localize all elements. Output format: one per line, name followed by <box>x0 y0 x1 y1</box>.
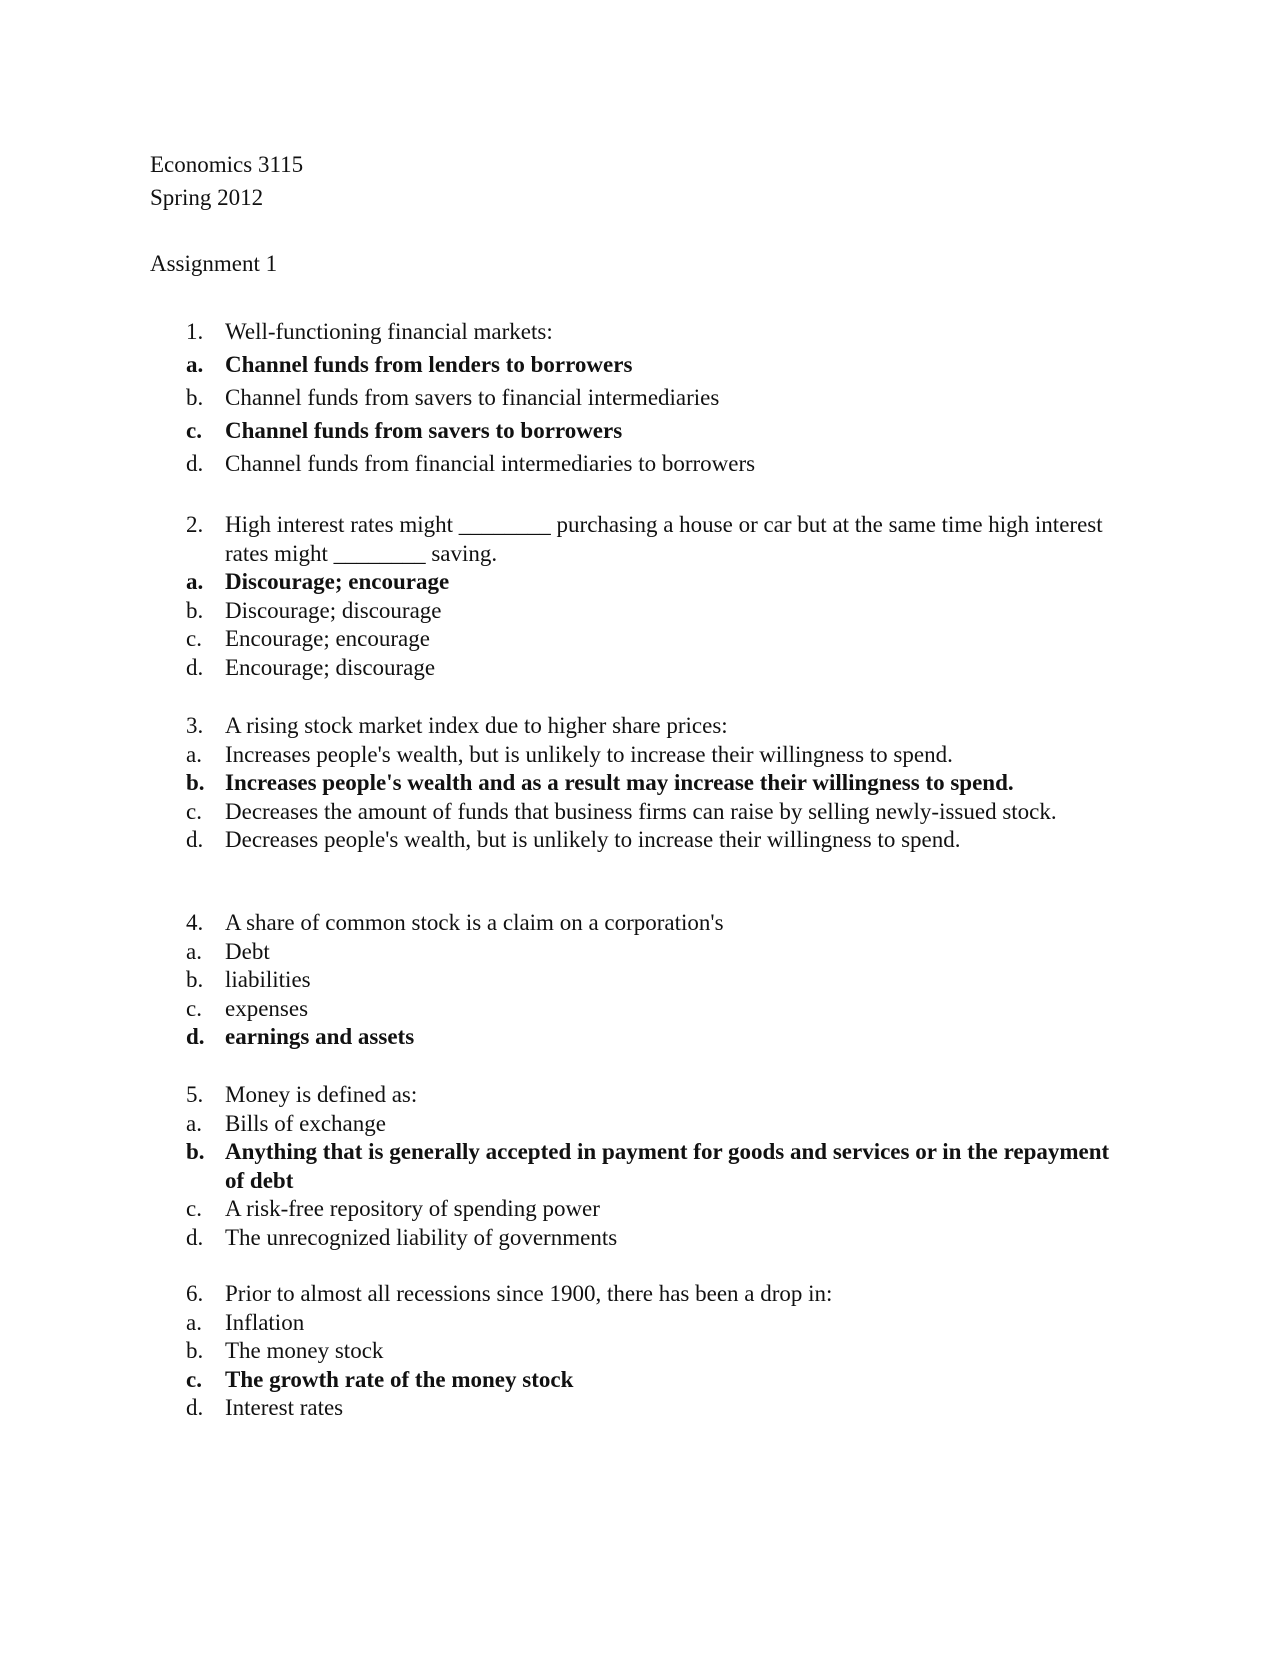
option-a <box>150 938 1110 967</box>
option-letter: a. <box>186 1309 202 1335</box>
option-letter: c. <box>186 1366 202 1392</box>
option-b <box>150 769 1110 798</box>
option-text: Interest rates <box>225 1395 344 1420</box>
option-b <box>150 1337 1110 1366</box>
option-letter: d. <box>186 1024 205 1049</box>
option-a <box>150 348 1110 381</box>
option-c <box>150 414 1110 447</box>
question-2 <box>150 511 1110 682</box>
option-letter: c. <box>186 418 202 443</box>
option-b <box>150 597 1110 626</box>
option-d <box>150 826 1110 855</box>
question-text: A share of common stock is a claim on a corporation's <box>225 910 724 935</box>
option-a <box>150 568 1110 597</box>
option-d <box>150 1224 1110 1253</box>
option-letter: b. <box>186 597 204 623</box>
question-text: Money is defined as: <box>225 1082 418 1107</box>
option-letter: d. <box>186 451 204 476</box>
question-number: 6. <box>186 1281 204 1306</box>
option-text: Anything that is generally accepted in payment for goods and services or in the repayment of debt <box>225 1139 1110 1193</box>
option-d <box>150 447 1110 480</box>
option-a <box>150 1110 1110 1139</box>
option-c <box>150 1366 1110 1395</box>
option-text: The money stock <box>225 1338 384 1363</box>
option-text: Discourage; discourage <box>225 597 442 623</box>
option-text: Debt <box>225 938 270 964</box>
option-text: Bills of exchange <box>225 1110 386 1136</box>
option-c <box>150 625 1110 654</box>
option-c <box>150 798 1110 827</box>
option-text: Increases people's wealth, but is unlikely to increase their willingness to spend. <box>225 741 953 767</box>
option-letter: b. <box>186 1338 204 1363</box>
option-letter: a. <box>186 741 202 767</box>
option-c <box>150 995 1110 1024</box>
option-c <box>150 1195 1110 1224</box>
option-text: Inflation <box>225 1309 305 1335</box>
option-letter: a. <box>186 352 204 377</box>
option-letter: a. <box>186 569 204 594</box>
option-text: earnings and assets <box>225 1024 415 1049</box>
question-stem <box>150 511 1110 568</box>
option-d <box>150 654 1110 683</box>
option-text: Discourage; encourage <box>225 569 450 594</box>
option-letter: a. <box>186 938 202 964</box>
question-number: 4. <box>186 910 204 935</box>
option-letter: c. <box>186 626 202 651</box>
question-text: Prior to almost all recessions since 1900, there has been a drop in: <box>225 1281 833 1306</box>
option-text: Decreases the amount of funds that business firms can raise by selling newly-issued stock. <box>225 798 1057 824</box>
option-text: Channel funds from savers to financial intermediaries <box>225 385 720 410</box>
option-letter: c. <box>186 1196 202 1221</box>
question-4 <box>150 909 1110 1052</box>
option-text: Encourage; encourage <box>225 626 430 651</box>
option-text: Channel funds from savers to borrowers <box>225 418 623 443</box>
question-number: 1. <box>186 319 204 344</box>
option-text: expenses <box>225 995 309 1021</box>
question-stem <box>150 1081 1110 1110</box>
option-text: The growth rate of the money stock <box>225 1366 574 1392</box>
option-letter: d. <box>186 827 204 852</box>
option-text: liabilities <box>225 967 311 992</box>
option-letter: b. <box>186 967 204 992</box>
option-text: Encourage; discourage <box>225 654 436 680</box>
option-a <box>150 741 1110 770</box>
question-3 <box>150 712 1110 855</box>
option-text: The unrecognized liability of governments <box>225 1224 618 1250</box>
option-letter: b. <box>186 1139 205 1164</box>
option-letter: c. <box>186 798 202 824</box>
option-text: Channel funds from financial intermediaries to borrowers <box>225 451 756 476</box>
option-letter: d. <box>186 654 204 680</box>
question-text: High interest rates might ________ purchasing a house or car but at the same time high interest rates might ________ saving. <box>225 512 1103 566</box>
term-label: Spring 2012 <box>150 185 264 210</box>
option-text: A risk-free repository of spending power <box>225 1196 600 1221</box>
question-number: 3. <box>186 713 204 738</box>
assignment-title: Assignment 1 <box>150 251 278 276</box>
question-stem <box>150 712 1110 741</box>
question-stem <box>150 315 1110 348</box>
option-letter: b. <box>186 385 204 410</box>
option-letter: a. <box>186 1110 202 1136</box>
option-d <box>150 1023 1110 1052</box>
option-letter: c. <box>186 995 202 1021</box>
option-d <box>150 1394 1110 1423</box>
question-number: 5. <box>186 1082 204 1107</box>
option-text: Channel funds from lenders to borrowers <box>225 352 633 377</box>
option-b <box>150 381 1110 414</box>
question-5 <box>150 1081 1110 1252</box>
question-6 <box>150 1280 1110 1423</box>
question-stem <box>150 1280 1110 1309</box>
option-text: Decreases people's wealth, but is unlikely to increase their willingness to spend. <box>225 827 961 852</box>
option-b <box>150 1138 1110 1195</box>
question-text: A rising stock market index due to higher share prices: <box>225 713 728 738</box>
question-number: 2. <box>186 512 204 537</box>
option-letter: d. <box>186 1224 204 1250</box>
question-text: Well-functioning financial markets: <box>225 319 553 344</box>
option-letter: b. <box>186 770 205 795</box>
option-b <box>150 966 1110 995</box>
question-stem <box>150 909 1110 938</box>
option-text: Increases people's wealth and as a result may increase their willingness to spend. <box>225 770 1014 795</box>
option-a <box>150 1309 1110 1338</box>
option-letter: d. <box>186 1395 204 1420</box>
course-title: Economics 3115 <box>150 152 304 177</box>
question-1 <box>150 315 1110 480</box>
